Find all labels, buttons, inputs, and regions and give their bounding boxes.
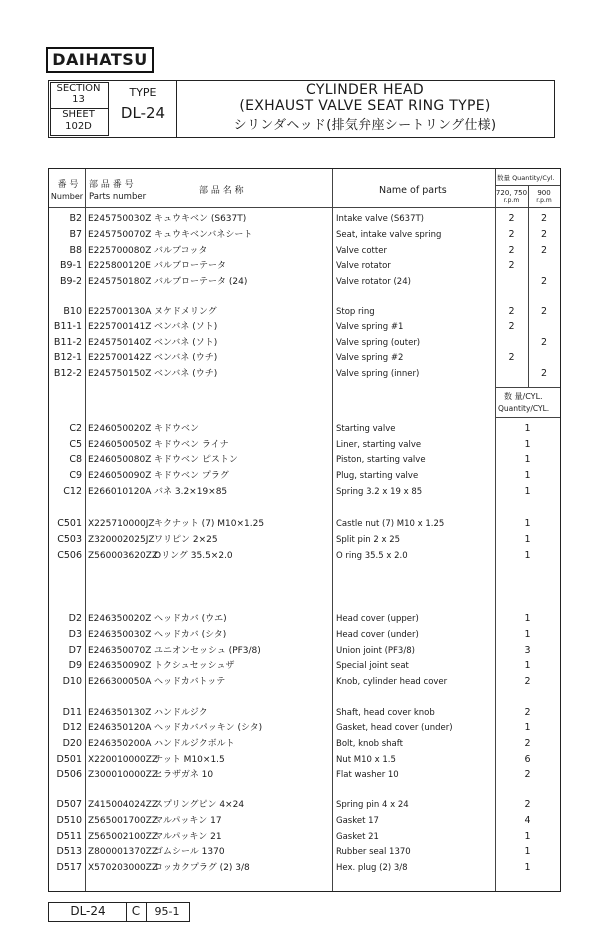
row-part-number: E246350130Z — [88, 708, 152, 718]
row-number: C506 — [57, 550, 82, 561]
row-part-number: E246350030Z — [88, 630, 152, 640]
row-part-number: Z565001700ZZ — [88, 816, 159, 826]
row-name-en: Valve rotator (24) — [336, 277, 411, 287]
row-number: C503 — [57, 534, 82, 545]
row-name-en: Valve spring #1 — [336, 322, 404, 332]
row-part-number: Z565002100ZZ — [88, 832, 159, 842]
row-number: C5 — [69, 439, 82, 450]
row-part-number: E246050050Z — [88, 440, 152, 450]
row-name-en: Intake valve (S637T) — [336, 214, 424, 224]
row-qty-720: 2 — [508, 260, 515, 271]
row-part-number: Z300010000ZZ — [88, 770, 159, 780]
row-part-number: E225700142Z — [88, 353, 152, 363]
row-name-jp: ユニオンセッシュ (PF3/8) — [154, 646, 261, 656]
page-title: CYLINDER HEAD — [306, 82, 424, 98]
row-qty-720: 2 — [508, 306, 515, 317]
row-part-number: E225700130A — [88, 307, 152, 317]
row-name-en: Shaft, head cover knob — [336, 708, 435, 718]
header-rule — [49, 207, 560, 208]
row-name-jp: ベンバネ (ソト) — [154, 338, 218, 348]
row-number: D9 — [68, 660, 82, 671]
row-part-number: Z800001370ZZ — [88, 847, 159, 857]
row-qty: 1 — [524, 550, 531, 561]
col-divider — [495, 169, 496, 891]
row-number: D3 — [68, 629, 82, 640]
row-number: B8 — [69, 245, 82, 256]
row-number: B7 — [69, 229, 82, 240]
row-qty: 1 — [524, 862, 531, 873]
row-name-jp: スプリングピン 4×24 — [154, 800, 245, 810]
row-name-en: Liner, starting valve — [336, 440, 422, 450]
hdr-number-en: Number — [50, 192, 84, 201]
row-qty: 1 — [524, 439, 531, 450]
row-number: D513 — [56, 846, 82, 857]
row-name-en: Gasket 17 — [336, 816, 379, 826]
row-number: C9 — [69, 470, 82, 481]
row-name-en: Seat, intake valve spring — [336, 230, 442, 240]
row-qty: 1 — [524, 534, 531, 545]
row-number: D506 — [56, 769, 82, 780]
row-part-number: E246050020Z — [88, 424, 152, 434]
hdr-quantity: 数量 Quantity/Cyl. — [497, 174, 555, 182]
row-qty: 6 — [524, 754, 531, 765]
row-number: B11-1 — [53, 321, 82, 332]
row-qty: 4 — [524, 815, 531, 826]
row-name-jp: ベンバネ (ウチ) — [154, 353, 218, 363]
row-number: B12-2 — [53, 368, 82, 379]
row-number: D7 — [68, 645, 82, 656]
row-qty: 1 — [524, 518, 531, 529]
row-qty-900: 2 — [540, 213, 548, 224]
row-part-number: E225700080Z — [88, 246, 152, 256]
row-name-en: Spring 3.2 x 19 x 85 — [336, 487, 423, 497]
row-name-en: Plug, starting valve — [336, 471, 419, 481]
daihatsu-logo: DAIHATSU — [46, 47, 154, 73]
row-name-en: Head cover (upper) — [336, 614, 419, 624]
row-qty: 3 — [524, 645, 531, 656]
row-part-number: E245750140Z — [88, 338, 152, 348]
page-title-jp: シリンダヘッド(排気弁座シートリング仕様) — [233, 118, 497, 133]
row-name-en: Flat washer 10 — [336, 770, 399, 780]
row-part-number: Z560003620ZZ — [88, 551, 159, 561]
section-value: 13 — [72, 94, 85, 105]
row-qty: 2 — [524, 676, 531, 687]
row-qty-720: 2 — [508, 229, 515, 240]
row-part-number: E245750150Z — [88, 369, 152, 379]
row-qty-720: 2 — [508, 352, 515, 363]
row-name-jp: ワリピン 2×25 — [154, 535, 218, 545]
hdr-rpm-unit-1: r.p.m — [503, 197, 520, 204]
parts-table — [48, 168, 561, 892]
row-part-number: Z415004024ZZ — [88, 800, 159, 810]
row-name-jp: ベンバネ (ウチ) — [154, 369, 218, 379]
row-name-jp: ヘッドカバ (ウエ) — [154, 614, 227, 624]
row-qty: 2 — [524, 707, 531, 718]
row-number: B9-2 — [59, 276, 82, 287]
row-name-en: Valve spring (outer) — [336, 338, 421, 348]
row-qty-900: 2 — [540, 368, 548, 379]
row-name-jp: ハンドルジクボルト — [154, 739, 235, 749]
row-number: D11 — [62, 707, 82, 718]
row-part-number: E246050090Z — [88, 471, 152, 481]
row-number: D507 — [56, 799, 82, 810]
hdr-rpm-1: 720, 750 — [495, 189, 528, 197]
sheet-label: SHEET — [62, 109, 95, 120]
row-part-number: E245750030Z — [88, 214, 152, 224]
row-qty: 1 — [524, 423, 531, 434]
sheet-value: 102D — [65, 121, 92, 132]
row-name-en: Valve cotter — [336, 246, 387, 256]
type-value: DL-24 — [120, 104, 166, 122]
row-name-jp: ハンドルジク — [154, 708, 208, 718]
row-name-en: Union joint (PF3/8) — [336, 646, 415, 656]
row-qty: 1 — [524, 613, 531, 624]
row-part-number: E245750070Z — [88, 230, 152, 240]
row-part-number: E246050080Z — [88, 455, 152, 465]
row-name-jp: キドウベン プラグ — [154, 471, 229, 481]
row-part-number: E246350200A — [88, 739, 152, 749]
hdr-qty2-en: Quantity/CYL. — [498, 404, 550, 413]
row-name-jp: キドウベン — [154, 424, 200, 434]
row-number: C12 — [63, 486, 82, 497]
row-name-jp: ヌケドメリング — [154, 307, 217, 317]
row-name-en: Nut M10 x 1.5 — [336, 755, 396, 765]
section-label: SECTION — [56, 83, 101, 94]
row-name-jp: バネ 3.2×19×85 — [154, 487, 228, 497]
row-name-en: Bolt, knob shaft — [336, 739, 403, 749]
row-number: B9-1 — [59, 260, 82, 271]
row-number: D2 — [68, 613, 82, 624]
row-number: D517 — [56, 862, 82, 873]
footer-date: 95-1 — [154, 905, 180, 918]
row-qty-720: 2 — [508, 245, 515, 256]
row-qty: 2 — [524, 799, 531, 810]
row-qty-900: 2 — [540, 306, 548, 317]
type-label: TYPE — [129, 86, 157, 99]
row-name-en: Hex. plug (2) 3/8 — [336, 863, 408, 873]
header-divider — [176, 80, 177, 138]
row-qty-900: 2 — [540, 245, 548, 256]
row-qty: 1 — [524, 831, 531, 842]
row-name-en: O ring 35.5 x 2.0 — [336, 551, 408, 561]
row-number: D510 — [56, 815, 82, 826]
row-name-jp: キュウキベン (S637T) — [154, 214, 247, 224]
row-part-number: E225700141Z — [88, 322, 152, 332]
row-name-jp: マルパッキン 17 — [154, 816, 222, 826]
footer-code: C — [131, 904, 141, 918]
row-name-en: Piston, starting valve — [336, 455, 426, 465]
row-qty: 1 — [524, 846, 531, 857]
row-name-jp: ベンバネ (ソト) — [154, 322, 218, 332]
hdr-rpm-2: 900 — [537, 189, 551, 197]
qty2-rule-bottom — [495, 417, 560, 418]
row-qty: 2 — [524, 738, 531, 749]
row-part-number: Z320002025JZ — [88, 535, 155, 545]
row-number: D20 — [62, 738, 82, 749]
row-name-jp: バルブローテータ (24) — [154, 277, 248, 287]
row-part-number: E266300050A — [88, 677, 152, 687]
row-qty: 1 — [524, 470, 531, 481]
row-name-jp: ヘッドカバ (シタ) — [154, 630, 227, 640]
hdr-name-jp: 部 品 名 称 — [199, 186, 244, 196]
hdr-number-jp: 番 号 — [57, 180, 79, 190]
row-name-jp: Oリング 35.5×2.0 — [154, 551, 233, 561]
row-name-en: Spring pin 4 x 24 — [336, 800, 409, 810]
row-number: B11-2 — [53, 337, 82, 348]
row-name-en: Special joint seat — [336, 661, 409, 671]
row-part-number: E246350120A — [88, 723, 152, 733]
page-subtitle: (EXHAUST VALVE SEAT RING TYPE) — [239, 98, 491, 114]
row-name-jp: ゴムシール 1370 — [154, 847, 225, 857]
row-number: C501 — [57, 518, 82, 529]
row-part-number: X220010000ZZ — [88, 755, 159, 765]
row-qty-900: 2 — [540, 337, 548, 348]
row-number: D10 — [62, 676, 82, 687]
row-qty-720: 2 — [508, 321, 515, 332]
row-name-en: Starting valve — [336, 424, 396, 434]
row-name-jp: ヘッドカバトッテ — [154, 677, 226, 687]
row-qty: 1 — [524, 629, 531, 640]
col-divider — [332, 169, 333, 891]
row-part-number: E246350020Z — [88, 614, 152, 624]
row-number: B12-1 — [53, 352, 82, 363]
hdr-rpm-unit-2: r.p.m — [536, 197, 552, 204]
hdr-parts-jp: 部 品 番 号 — [89, 180, 134, 190]
row-part-number: E245750180Z — [88, 277, 152, 287]
row-name-jp: ヘッドカバパッキン (シタ) — [154, 723, 263, 733]
row-name-jp: キクナット (7) M10×1.25 — [154, 519, 265, 529]
row-part-number: X225710000JZ — [88, 519, 155, 529]
row-qty: 1 — [524, 486, 531, 497]
row-name-en: Rubber seal 1370 — [336, 847, 411, 857]
row-name-jp: マルパッキン 21 — [154, 832, 222, 842]
row-name-jp: ヒラザガネ 10 — [154, 770, 214, 780]
row-name-en: Stop ring — [336, 307, 375, 317]
row-part-number: E225800120E — [88, 261, 151, 271]
row-name-en: Castle nut (7) M10 x 1.25 — [336, 519, 445, 529]
row-part-number: E246350090Z — [88, 661, 152, 671]
hdr-qty2-jp: 数 量/CYL. — [504, 392, 543, 401]
row-name-en: Gasket 21 — [336, 832, 379, 842]
row-part-number: E266010120A — [88, 487, 152, 497]
qty2-rule-top — [495, 387, 560, 388]
row-name-en: Valve spring (inner) — [336, 369, 420, 379]
row-number: D511 — [56, 831, 82, 842]
row-name-en: Head cover (under) — [336, 630, 419, 640]
row-number: C8 — [69, 454, 82, 465]
hdr-parts-en: Parts number — [89, 192, 147, 202]
row-name-en: Gasket, head cover (under) — [336, 723, 453, 733]
row-name-jp: キドウベン ライナ — [154, 440, 229, 450]
row-name-jp: ナット M10×1.5 — [154, 755, 225, 765]
row-name-en: Valve spring #2 — [336, 353, 404, 363]
row-number: B10 — [63, 306, 82, 317]
row-number: D12 — [62, 722, 82, 733]
row-qty-900: 2 — [540, 229, 548, 240]
footer-model: DL-24 — [70, 904, 106, 918]
row-number: B2 — [69, 213, 82, 224]
row-name-en: Knob, cylinder head cover — [336, 677, 448, 687]
row-name-jp: ロッカクプラグ (2) 3/8 — [154, 863, 250, 873]
row-qty-900: 2 — [540, 276, 548, 287]
row-name-jp: バルブローテータ — [154, 261, 227, 271]
row-number: C2 — [69, 423, 82, 434]
row-qty: 1 — [524, 660, 531, 671]
row-part-number: E246350070Z — [88, 646, 152, 656]
row-name-jp: バルブコッタ — [154, 246, 208, 256]
row-name-jp: キドウベン ピストン — [154, 455, 238, 465]
row-name-en: Split pin 2 x 25 — [336, 535, 401, 545]
col-divider — [85, 169, 86, 891]
hdr-name-en: Name of parts — [379, 185, 447, 196]
row-qty: 2 — [524, 769, 531, 780]
row-qty: 1 — [524, 454, 531, 465]
row-number: D501 — [56, 754, 82, 765]
row-qty-720: 2 — [508, 213, 515, 224]
row-name-en: Valve rotator — [336, 261, 391, 271]
row-name-jp: キュウキベンバネシート — [154, 230, 253, 240]
row-name-jp: トクシュセッシュザ — [154, 661, 235, 671]
row-qty: 1 — [524, 722, 531, 733]
row-part-number: X570203000ZZ — [88, 863, 159, 873]
